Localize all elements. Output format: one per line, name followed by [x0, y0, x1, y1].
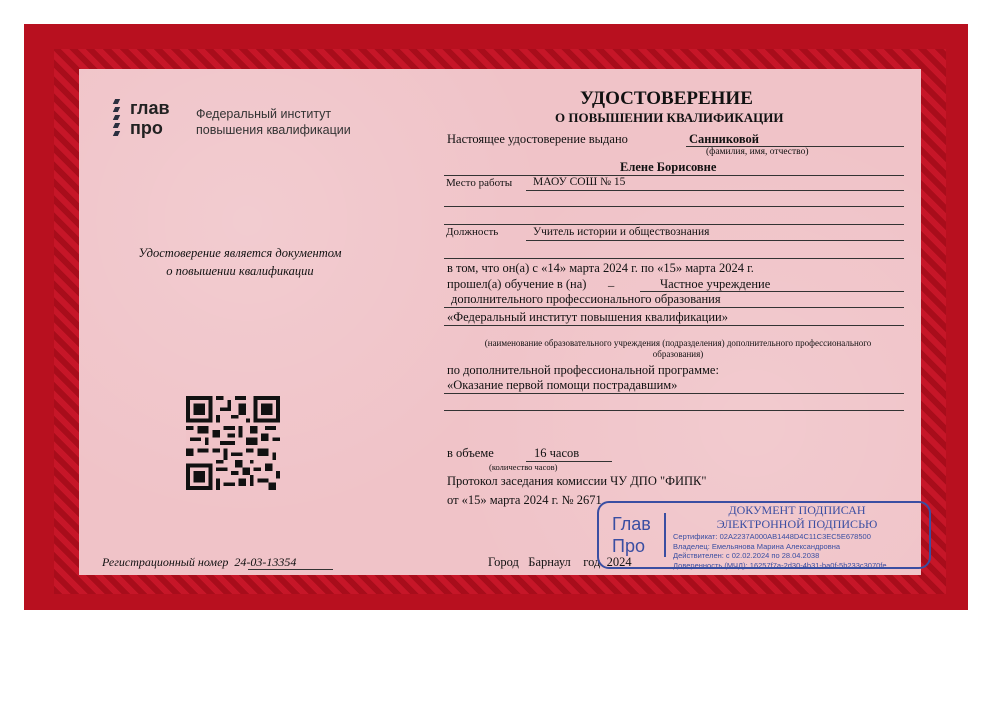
logo — [130, 98, 170, 138]
training-period: в том, что он(а) с «14» марта 2024 г. по «15» марта 2024 г. — [447, 261, 754, 275]
signature-logo-line1: Глав — [612, 514, 651, 534]
position-underline — [526, 240, 904, 241]
signature-logo-line2: Про — [612, 536, 645, 556]
city-label: Город — [488, 555, 519, 569]
volume-hint: (количество часов) — [489, 462, 558, 472]
year-label: год — [583, 555, 601, 569]
year-value: 2024 — [606, 555, 632, 569]
position-value: Учитель истории и обществознания — [533, 226, 710, 238]
volume-label: в объеме — [447, 446, 494, 460]
document-note — [120, 244, 360, 280]
program-underline — [444, 393, 904, 394]
document-title: УДОСТОВЕРЕНИЕ — [580, 88, 753, 109]
registration-label: Регистрационный номер — [102, 555, 229, 569]
fio-hint: (фамилия, имя, отчество) — [706, 147, 809, 157]
document-note-line1: Удостоверение является документом — [138, 246, 342, 260]
org-hint — [456, 338, 900, 360]
protocol-text: Протокол заседания комиссии ЧУ ДПО "ФИПК" — [447, 474, 707, 488]
workplace-label: Место работы — [446, 177, 513, 189]
protocol-date: от «15» марта 2024 г. № 2671 — [447, 493, 602, 507]
workplace-value: МАОУ СОШ № 15 — [533, 176, 626, 188]
logo-line2: про — [130, 118, 163, 138]
signature-divider — [664, 513, 666, 557]
logo-line1: глав — [130, 98, 170, 118]
org-type: Частное учреждение — [660, 277, 771, 291]
signature-owner: Владелец: Емельянова Марина Александровна — [673, 541, 841, 551]
org-hint-line2: образования) — [652, 349, 704, 359]
signature-title — [672, 503, 922, 531]
registration-value: 24-03-13354 — [234, 555, 297, 569]
org-name: «Федеральный институт повышения квалификации» — [447, 310, 728, 324]
signature-info — [673, 532, 887, 570]
logo-icon — [114, 99, 126, 139]
name-underline — [444, 175, 904, 176]
recipient-name: Елене Борисовне — [620, 160, 717, 174]
city-value: Барнаул — [528, 555, 571, 569]
position-underline-2 — [444, 258, 904, 259]
volume-value: 16 часов — [534, 446, 580, 460]
logo-caption — [196, 106, 351, 138]
trained-label: прошел(а) обучение в (на) — [447, 277, 587, 291]
logo-caption-line1: Федеральный институт — [196, 107, 332, 121]
signature-cert: Сертификат: 02A2237A000AB1448D4C11C3EC5E678500 — [673, 532, 871, 541]
recipient-surname: Санниковой — [689, 132, 759, 146]
signature-title-line2: ЭЛЕКТРОННОЙ ПОДПИСЬЮ — [716, 517, 878, 531]
document-subtitle: О ПОВЫШЕНИИ КВАЛИФИКАЦИИ — [555, 110, 784, 125]
qr-code-icon — [186, 396, 280, 490]
signature-power: Доверенность (МЧД): 16257f7a-2d30-4b31-ba0f-5b233c3070fe — [673, 560, 887, 570]
org-line2: дополнительного профессионального образования — [451, 292, 721, 306]
document-note-line2: о повышении квалификации — [166, 264, 314, 278]
logo-caption-line2: повышения квалификации — [196, 123, 351, 137]
org-hint-line1: (наименование образовательного учреждения (подразделения) дополнительного профессионального — [484, 338, 872, 348]
position-label: Должность — [446, 226, 499, 238]
program-underline-2 — [444, 410, 904, 411]
workplace-underline-3 — [444, 224, 904, 225]
program-label: по дополнительной профессиональной программе: — [447, 363, 719, 377]
signature-valid: Действителен: с 02.02.2024 по 28.04.2038 — [673, 551, 820, 560]
org-name-underline — [444, 325, 904, 326]
registration-number — [102, 555, 296, 570]
signature-logo — [612, 513, 651, 557]
registration-underline — [248, 569, 333, 570]
workplace-underline-2 — [444, 206, 904, 207]
program-value: «Оказание первой помощи пострадавшим» — [447, 378, 678, 392]
trained-dash: _ — [608, 274, 615, 288]
org-line2-underline — [444, 307, 904, 308]
issued-label: Настоящее удостоверение выдано — [447, 132, 628, 146]
workplace-underline — [526, 190, 904, 191]
signature-title-line1: ДОКУМЕНТ ПОДПИСАН — [728, 503, 866, 517]
